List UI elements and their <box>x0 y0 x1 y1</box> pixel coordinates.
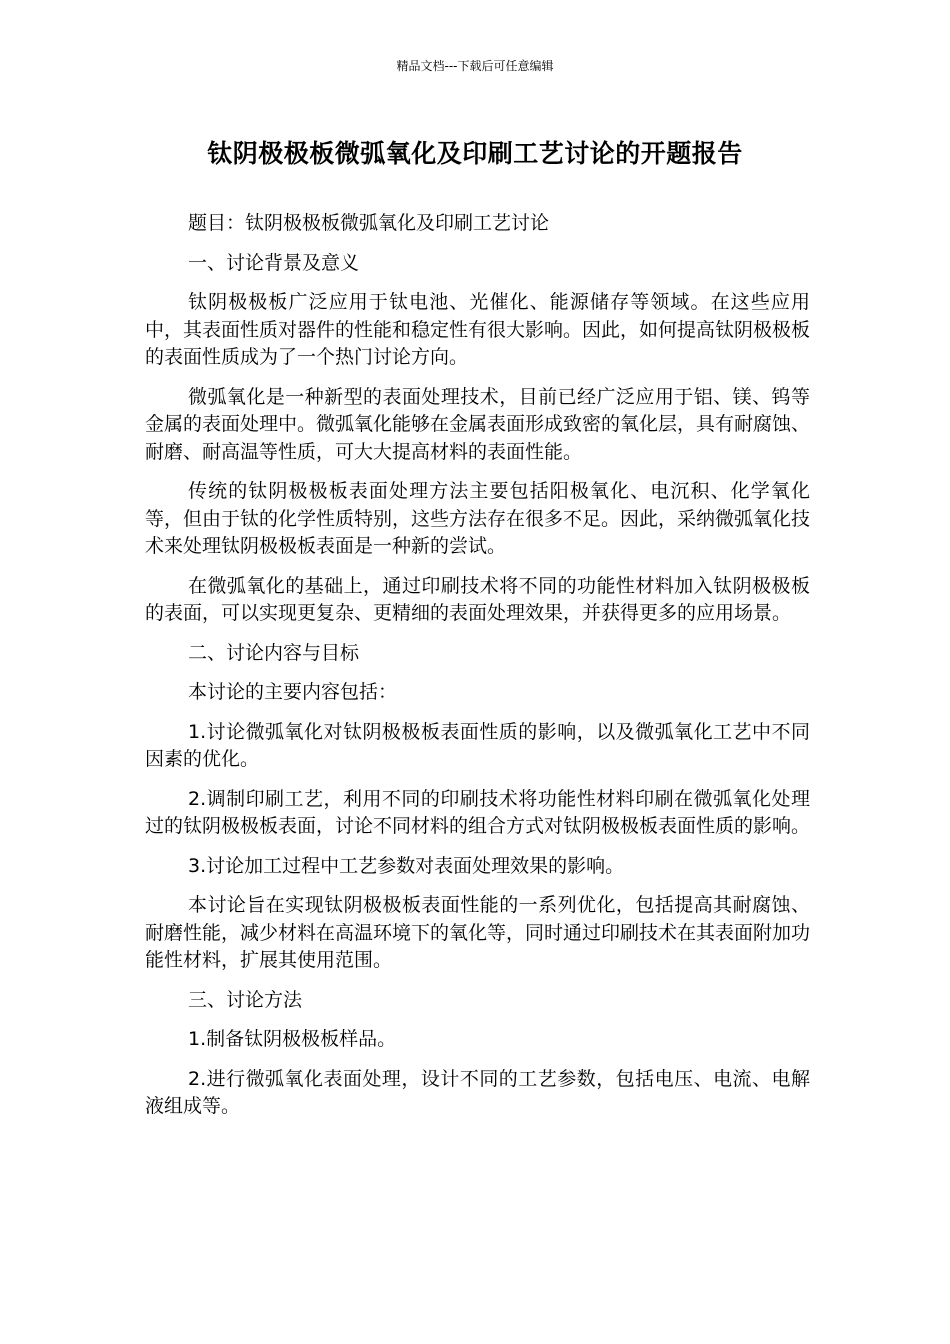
section-heading-method: 三、讨论方法 <box>188 988 303 1011</box>
paragraph: 在微弧氧化的基础上，通过印刷技术将不同的功能性材料加入钛阴极极板的表面，可以实现更复杂、更精细的表面处理效果，并获得更多的应用场景。 <box>145 574 810 624</box>
list-item: 2.调制印刷工艺，利用不同的印刷技术将功能性材料印刷在微弧氧化处理过的钛阴极极板表面，讨论不同材料的组合方式对钛阴极极板表面性质的影响。 <box>145 787 811 837</box>
document-title: 钛阴极极板微弧氧化及印刷工艺讨论的开题报告 <box>207 139 743 168</box>
section-heading-content: 二、讨论内容与目标 <box>188 641 360 664</box>
list-item: 3.讨论加工过程中工艺参数对表面处理效果的影响。 <box>188 854 625 877</box>
list-item: 1.讨论微弧氧化对钛阴极极板表面性质的影响，以及微弧氧化工艺中不同因素的优化。 <box>145 720 810 770</box>
list-item: 1.制备钛阴极极板样品。 <box>188 1028 397 1050</box>
paragraph: 微弧氧化是一种新型的表面处理技术，目前已经广泛应用于铝、镁、钨等金属的表面处理中。微弧氧化能够在金属表面形成致密的氧化层，具有耐腐蚀、耐磨、耐高温等性质，可大大提高材料的表面性能。 <box>145 385 811 463</box>
section-heading-background: 一、讨论背景及意义 <box>188 251 360 274</box>
paragraph-topic: 题目：钛阴极极板微弧氧化及印刷工艺讨论 <box>188 212 550 234</box>
page-header: 精品文档---下载后可任意编辑 <box>396 59 554 73</box>
list-item: 2.进行微弧氧化表面处理，设计不同的工艺参数，包括电压、电流、电解液组成等。 <box>145 1067 810 1117</box>
paragraph: 钛阴极极板广泛应用于钛电池、光催化、能源储存等领域。在这些应用中，其表面性质对器件的性能和稳定性有很大影响。因此，如何提高钛阴极极板的表面性质成为了一个热门讨论方向。 <box>145 291 811 368</box>
paragraph: 本讨论的主要内容包括： <box>188 681 398 703</box>
paragraph: 本讨论旨在实现钛阴极极板表面性能的一系列优化，包括提高其耐腐蚀、耐磨性能，减少材料在高温环境下的氧化等，同时通过印刷技术在其表面附加功能性材料，扩展其使用范围。 <box>145 894 811 971</box>
paragraph: 传统的钛阴极极板表面处理方法主要包括阳极氧化、电沉积、化学氧化等，但由于钛的化学性质特别，这些方法存在很多不足。因此，采纳微弧氧化技术来处理钛阴极极板表面是一种新的尝试。 <box>145 480 811 557</box>
document-body <box>145 210 810 1133</box>
